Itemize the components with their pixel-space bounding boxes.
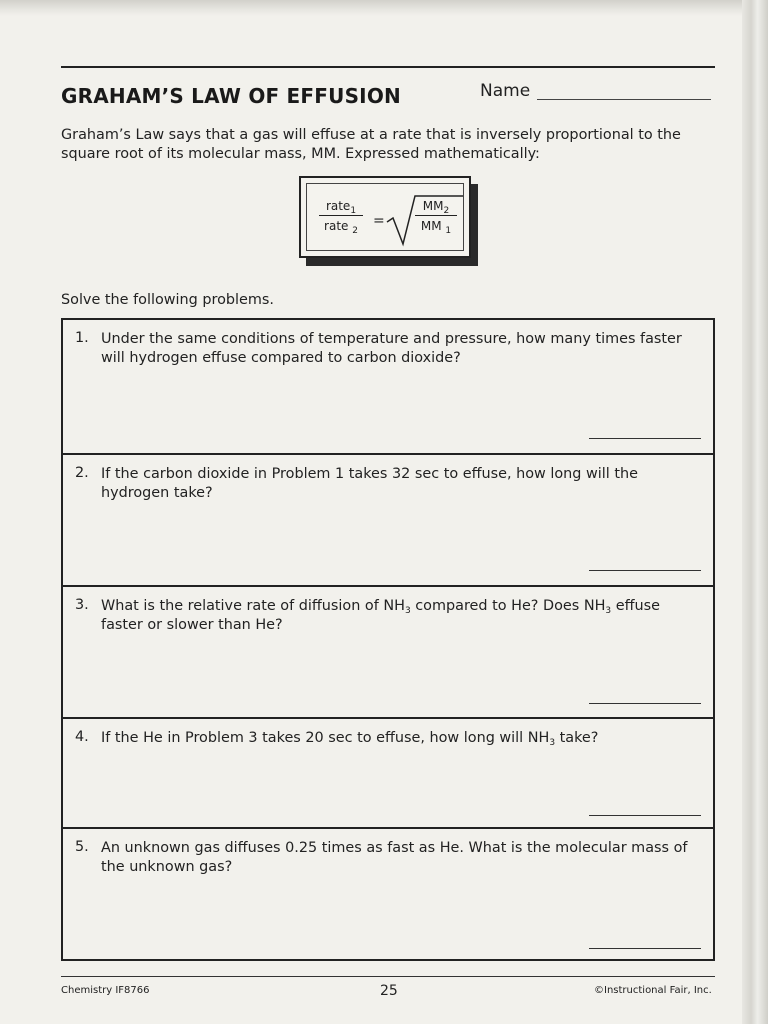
- equals-sign: =: [373, 213, 385, 229]
- problem-3: [63, 585, 713, 717]
- instructions: Solve the following problems.: [61, 292, 274, 308]
- top-rule: [61, 66, 715, 68]
- problem-1: [63, 320, 713, 453]
- name-line: [537, 99, 711, 100]
- problem-number: 5.: [75, 839, 89, 855]
- scan-edge-top: [0, 0, 768, 16]
- formula-box: [299, 176, 471, 258]
- rate-fraction: [319, 199, 363, 236]
- problem-text: If the carbon dioxide in Problem 1 takes 32 sec to effuse, how long will the hydrogen take?: [101, 466, 638, 501]
- page-number: 25: [380, 983, 398, 999]
- intro-paragraph: Graham’s Law says that a gas will effuse at a rate that is inversely proportional to the square root of its molecular mass, MM. Expressed mathematically:: [61, 127, 681, 162]
- answer-line: [589, 438, 701, 439]
- mm-1: MM $_1$: [420, 219, 452, 236]
- problem-number: 4.: [75, 729, 89, 745]
- problem-text: If the He in Problem 3 takes 20 sec to effuse, how long will $NH_3$ take?: [101, 730, 599, 748]
- problems-table: [61, 318, 715, 961]
- problem-number: 2.: [75, 465, 89, 481]
- footer-book-code: Chemistry IF8766: [61, 985, 150, 996]
- problem-5: [63, 827, 713, 959]
- footer-rule: [61, 976, 715, 977]
- problem-number: 3.: [75, 597, 89, 613]
- answer-line: [589, 815, 701, 816]
- answer-line: [589, 703, 701, 704]
- page-title: GRAHAM’S LAW OF EFFUSION: [61, 84, 401, 108]
- problem-text: Under the same conditions of temperature and pressure, how many times faster will hydrogen effuse compared to carbon dioxide?: [101, 331, 682, 366]
- problem-4: [63, 717, 713, 827]
- problem-number: 1.: [75, 330, 89, 346]
- rate-1: rate$_1$: [325, 199, 357, 216]
- footer-copyright: ©Instructional Fair, Inc.: [594, 985, 712, 996]
- formula-inner-frame: [306, 183, 464, 251]
- problem-text: An unknown gas diffuses 0.25 times as fast as He. What is the molecular mass of the unknown gas?: [101, 840, 688, 875]
- rate-2: rate $_2$: [324, 219, 358, 236]
- problem-text: What is the relative rate of diffusion of $NH_3$ compared to He? Does $NH_3$ effuse faster or slower than He?: [101, 598, 660, 633]
- name-label: Name: [480, 81, 531, 101]
- scan-edge-right: [742, 0, 768, 1024]
- mm-2: $MM_2$: [422, 199, 450, 216]
- answer-line: [589, 570, 701, 571]
- problem-2: [63, 453, 713, 585]
- mm-fraction: [415, 199, 457, 236]
- answer-line: [589, 948, 701, 949]
